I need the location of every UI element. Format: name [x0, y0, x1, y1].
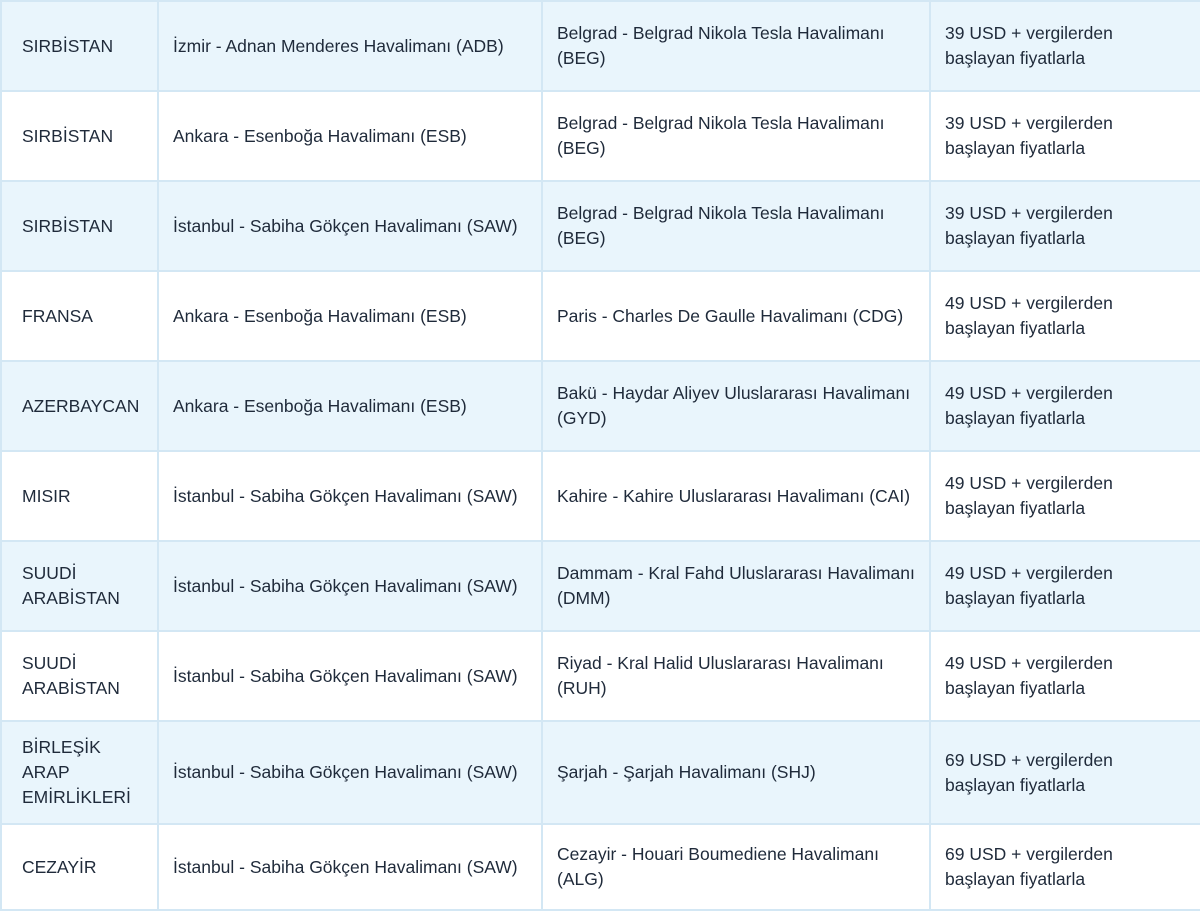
- departure-cell: İstanbul - Sabiha Gökçen Havalimanı (SAW): [158, 451, 542, 541]
- departure-cell: İstanbul - Sabiha Gökçen Havalimanı (SAW): [158, 721, 542, 824]
- country-cell: SIRBİSTAN: [1, 1, 158, 91]
- country-cell: SIRBİSTAN: [1, 91, 158, 181]
- table-row: [1, 721, 1200, 824]
- departure-cell: İstanbul - Sabiha Gökçen Havalimanı (SAW): [158, 181, 542, 271]
- departure-cell: İstanbul - Sabiha Gökçen Havalimanı (SAW): [158, 824, 542, 910]
- table-row: [1, 91, 1200, 181]
- table-row: [1, 824, 1200, 910]
- country-cell: SUUDİ ARABİSTAN: [1, 631, 158, 721]
- table-row: [1, 1, 1200, 91]
- price-cell: 39 USD + vergilerden başlayan fiyatlarla: [930, 181, 1200, 271]
- country-cell: SIRBİSTAN: [1, 181, 158, 271]
- country-cell: CEZAYİR: [1, 824, 158, 910]
- table-row: [1, 451, 1200, 541]
- arrival-cell: Kahire - Kahire Uluslararası Havalimanı (CAI): [542, 451, 930, 541]
- arrival-cell: Belgrad - Belgrad Nikola Tesla Havalimanı (BEG): [542, 1, 930, 91]
- table-row: [1, 541, 1200, 631]
- price-cell: 39 USD + vergilerden başlayan fiyatlarla: [930, 91, 1200, 181]
- arrival-cell: Şarjah - Şarjah Havalimanı (SHJ): [542, 721, 930, 824]
- departure-cell: İzmir - Adnan Menderes Havalimanı (ADB): [158, 1, 542, 91]
- price-cell: 49 USD + vergilerden başlayan fiyatlarla: [930, 631, 1200, 721]
- country-cell: SUUDİ ARABİSTAN: [1, 541, 158, 631]
- price-cell: 49 USD + vergilerden başlayan fiyatlarla: [930, 361, 1200, 451]
- price-cell: 49 USD + vergilerden başlayan fiyatlarla: [930, 541, 1200, 631]
- country-cell: MISIR: [1, 451, 158, 541]
- table-row: [1, 361, 1200, 451]
- table-row: [1, 271, 1200, 361]
- arrival-cell: Paris - Charles De Gaulle Havalimanı (CDG): [542, 271, 930, 361]
- departure-cell: Ankara - Esenboğa Havalimanı (ESB): [158, 361, 542, 451]
- departure-cell: İstanbul - Sabiha Gökçen Havalimanı (SAW): [158, 631, 542, 721]
- price-cell: 69 USD + vergilerden başlayan fiyatlarla: [930, 824, 1200, 910]
- flight-routes-body: [1, 1, 1200, 910]
- arrival-cell: Cezayir - Houari Boumediene Havalimanı (ALG): [542, 824, 930, 910]
- price-cell: 49 USD + vergilerden başlayan fiyatlarla: [930, 271, 1200, 361]
- table-row: [1, 181, 1200, 271]
- departure-cell: Ankara - Esenboğa Havalimanı (ESB): [158, 91, 542, 181]
- table-row: [1, 631, 1200, 721]
- arrival-cell: Belgrad - Belgrad Nikola Tesla Havalimanı (BEG): [542, 91, 930, 181]
- price-cell: 39 USD + vergilerden başlayan fiyatlarla: [930, 1, 1200, 91]
- departure-cell: İstanbul - Sabiha Gökçen Havalimanı (SAW): [158, 541, 542, 631]
- arrival-cell: Riyad - Kral Halid Uluslararası Havalimanı (RUH): [542, 631, 930, 721]
- country-cell: FRANSA: [1, 271, 158, 361]
- departure-cell: Ankara - Esenboğa Havalimanı (ESB): [158, 271, 542, 361]
- arrival-cell: Bakü - Haydar Aliyev Uluslararası Havalimanı (GYD): [542, 361, 930, 451]
- country-cell: AZERBAYCAN: [1, 361, 158, 451]
- price-cell: 69 USD + vergilerden başlayan fiyatlarla: [930, 721, 1200, 824]
- arrival-cell: Belgrad - Belgrad Nikola Tesla Havalimanı (BEG): [542, 181, 930, 271]
- arrival-cell: Dammam - Kral Fahd Uluslararası Havalimanı (DMM): [542, 541, 930, 631]
- price-cell: 49 USD + vergilerden başlayan fiyatlarla: [930, 451, 1200, 541]
- country-cell: BİRLEŞİK ARAP EMİRLİKLERİ: [1, 721, 158, 824]
